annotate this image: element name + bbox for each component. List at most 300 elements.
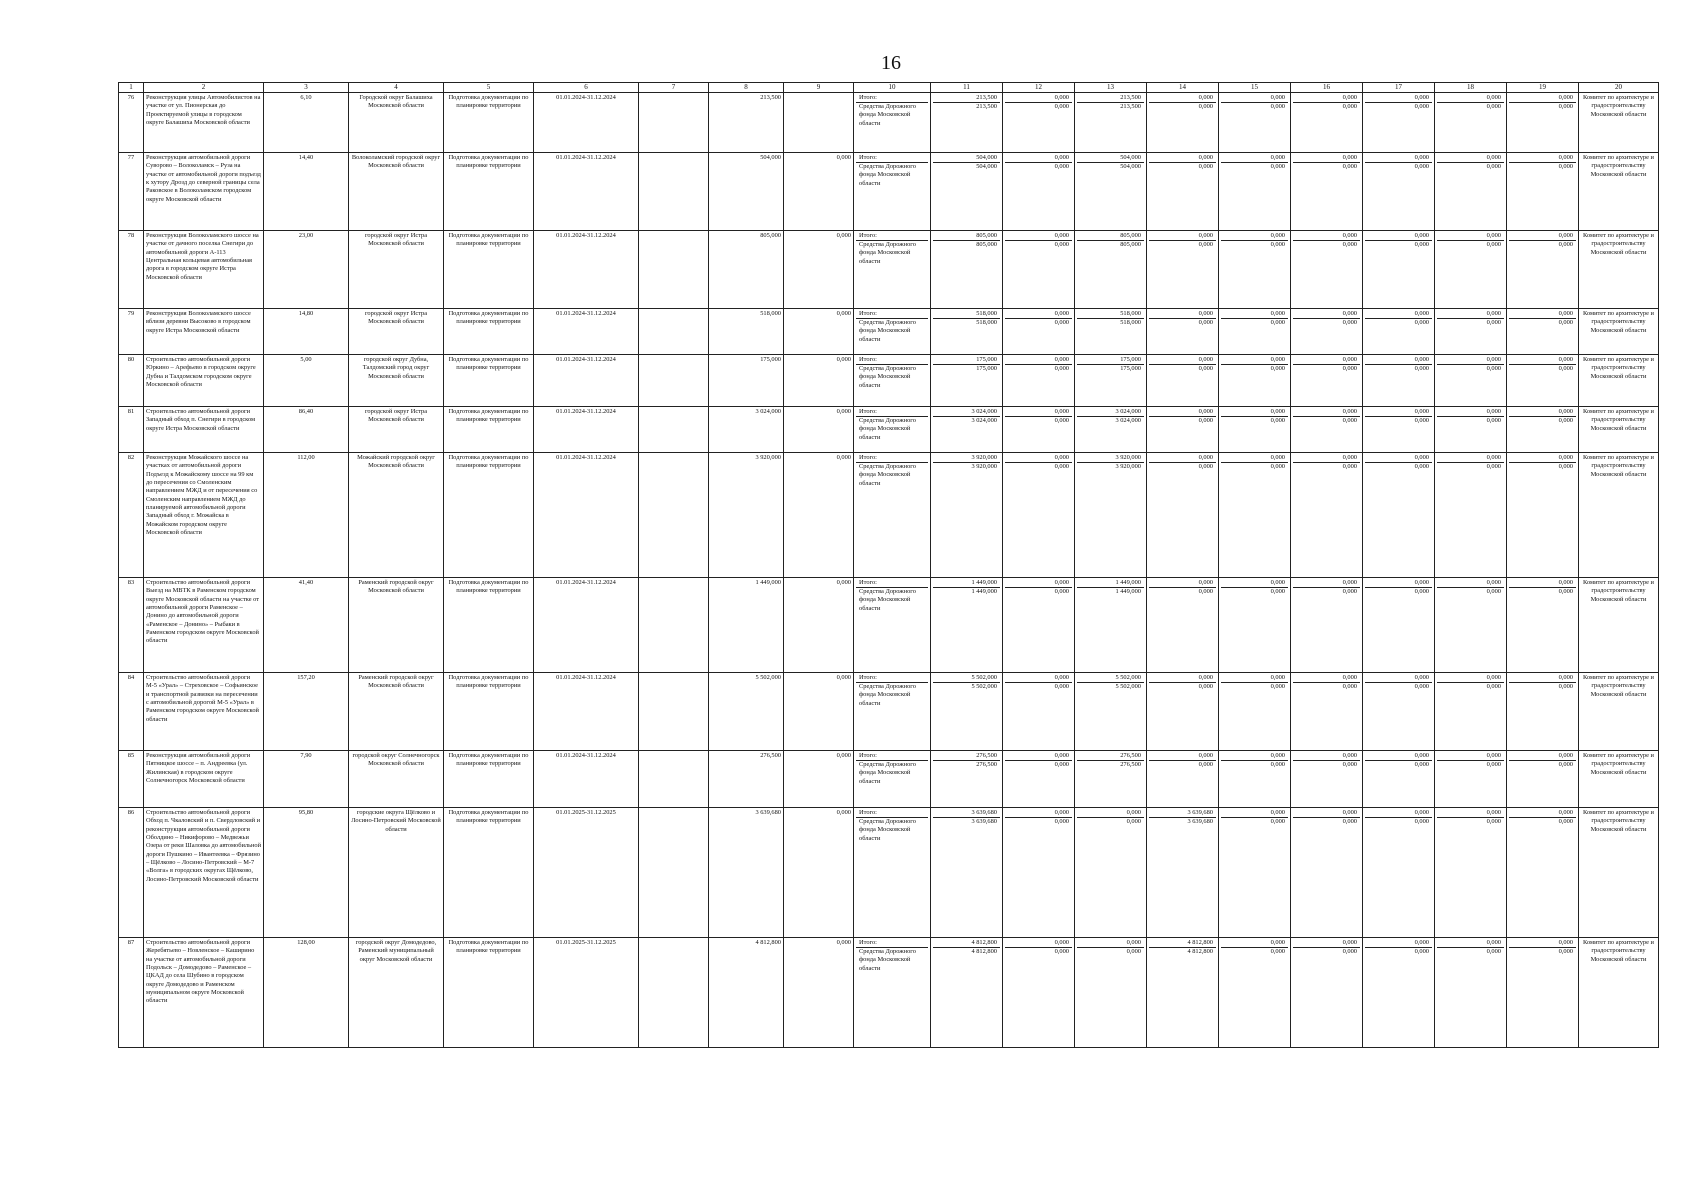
total-amount: 0,000	[1509, 579, 1576, 588]
fund-amount: 5 502,000	[1115, 683, 1141, 691]
table-row	[119, 673, 1659, 751]
fund-amount: 0,000	[1054, 319, 1069, 327]
row-number: 76	[119, 93, 144, 153]
territory-cell: Раменский городской округ Московской области	[349, 673, 444, 751]
territory-cell: городские округа Щёлково и Лосино-Петровский Московской области	[349, 808, 444, 938]
amount-cell	[931, 309, 1003, 355]
length-value: 7,90	[264, 751, 349, 808]
amount-cell	[1507, 231, 1579, 309]
total-amount: 0,000	[1365, 94, 1432, 103]
total-amount: 0,000	[1005, 408, 1072, 417]
funding-source-cell	[854, 231, 931, 309]
responsible-cell: Комитет по архитектуре и градостроительству Московской области	[1579, 578, 1659, 673]
funding-source-name: Средства Дорожного фонда Московской области	[859, 319, 916, 343]
total-amount: 3 920,000	[933, 454, 1000, 463]
fund-amount: 0,000	[1054, 683, 1069, 691]
fund-amount: 0,000	[1198, 463, 1213, 471]
responsible-cell: Комитет по архитектуре и градостроительству Московской области	[1579, 231, 1659, 309]
fund-amount: 0,000	[1558, 319, 1573, 327]
total-amount: 0,000	[1293, 94, 1360, 103]
funding-source-cell	[854, 673, 931, 751]
fund-amount: 0,000	[1342, 103, 1357, 111]
amount-cell	[1507, 673, 1579, 751]
table-row	[119, 309, 1659, 355]
column-9-value: 0,000	[784, 808, 854, 938]
amount-cell	[1507, 938, 1579, 1048]
fund-amount: 3 639,680	[1187, 818, 1213, 826]
total-amount: 0,000	[1005, 674, 1072, 683]
fund-amount: 0,000	[1198, 588, 1213, 596]
total-amount: 0,000	[1077, 809, 1144, 818]
total-amount: 518,000	[933, 310, 1000, 319]
amount-cell	[1075, 673, 1147, 751]
row-number: 79	[119, 309, 144, 355]
total-amount: 0,000	[1077, 939, 1144, 948]
amount-cell	[1291, 407, 1363, 453]
total-amount: 1 449,000	[1077, 579, 1144, 588]
fund-amount: 213,500	[976, 103, 997, 111]
fund-amount: 0,000	[1486, 948, 1501, 956]
amount-cell	[1291, 309, 1363, 355]
fund-amount: 0,000	[1270, 761, 1285, 769]
total-amount: 213,500	[1077, 94, 1144, 103]
total-amount: 504,000	[1077, 154, 1144, 163]
total-amount: 805,000	[933, 232, 1000, 241]
row-number: 85	[119, 751, 144, 808]
table-row	[119, 453, 1659, 578]
fund-amount: 0,000	[1558, 241, 1573, 249]
amount-cell	[1363, 938, 1435, 1048]
fund-amount: 3 024,000	[1115, 417, 1141, 425]
amount-cell	[1363, 231, 1435, 309]
total-amount: 0,000	[1509, 94, 1576, 103]
total-amount: 0,000	[1365, 809, 1432, 818]
amount-cell	[1435, 578, 1507, 673]
total-amount: 0,000	[1509, 408, 1576, 417]
funding-source-cell	[854, 453, 931, 578]
column-header: 11	[931, 83, 1003, 93]
total-amount: 0,000	[1293, 408, 1360, 417]
fund-amount: 0,000	[1342, 163, 1357, 171]
amount-cell	[931, 153, 1003, 231]
fund-amount: 5 502,000	[971, 683, 997, 691]
total-amount: 0,000	[1221, 454, 1288, 463]
amount-cell	[931, 673, 1003, 751]
amount-cell	[1507, 808, 1579, 938]
fund-amount: 0,000	[1198, 761, 1213, 769]
fund-amount: 276,500	[1120, 761, 1141, 769]
fund-amount: 805,000	[1120, 241, 1141, 249]
amount-cell	[1435, 938, 1507, 1048]
amount-cell	[1291, 808, 1363, 938]
fund-amount: 0,000	[1054, 241, 1069, 249]
cost-value: 213,500	[709, 93, 784, 153]
fund-amount: 0,000	[1414, 463, 1429, 471]
total-amount: 0,000	[1293, 232, 1360, 241]
amount-cell	[1075, 355, 1147, 407]
table-row	[119, 578, 1659, 673]
total-amount: 0,000	[1149, 94, 1216, 103]
total-amount: 276,500	[933, 752, 1000, 761]
total-amount: 0,000	[1509, 809, 1576, 818]
total-amount: 0,000	[1365, 674, 1432, 683]
fund-amount: 0,000	[1558, 463, 1573, 471]
column-header: 19	[1507, 83, 1579, 93]
amount-cell	[1219, 309, 1291, 355]
amount-cell	[1147, 309, 1219, 355]
object-name: Реконструкция автомобильной дороги Пятницкое шоссе – п. Андреевка (ул. Жилинская) в городском округе Солнечногорск Московской области	[144, 751, 264, 808]
table-row	[119, 407, 1659, 453]
total-amount: 0,000	[1293, 310, 1360, 319]
total-amount: 0,000	[1509, 310, 1576, 319]
column-9-value: 0,000	[784, 578, 854, 673]
funding-source-cell	[854, 93, 931, 153]
total-amount: 0,000	[1293, 154, 1360, 163]
total-amount: 0,000	[1509, 454, 1576, 463]
fund-amount: 0,000	[1270, 417, 1285, 425]
column-7-cell	[639, 808, 709, 938]
row-number: 78	[119, 231, 144, 309]
table-row	[119, 231, 1659, 309]
amount-cell	[1291, 751, 1363, 808]
total-amount: 0,000	[1509, 154, 1576, 163]
fund-amount: 175,000	[976, 365, 997, 373]
column-header: 18	[1435, 83, 1507, 93]
fund-amount: 0,000	[1342, 818, 1357, 826]
amount-cell	[1435, 309, 1507, 355]
amount-cell	[1075, 938, 1147, 1048]
column-9-value: 0,000	[784, 231, 854, 309]
stage-cell: Подготовка документации по планировке территории	[444, 453, 534, 578]
column-7-cell	[639, 309, 709, 355]
amount-cell	[1219, 153, 1291, 231]
amount-cell	[1075, 153, 1147, 231]
row-number: 82	[119, 453, 144, 578]
column-header: 8	[709, 83, 784, 93]
amount-cell	[931, 453, 1003, 578]
object-name: Реконструкция автомобильной дороги Суворово – Волоколамск – Руза на участке от автомобильной дороги подъезд к хутору Дрозд до северной границы села Раковское в Волоколамском городском округе Московской области	[144, 153, 264, 231]
total-amount: 0,000	[1365, 232, 1432, 241]
fund-amount: 0,000	[1342, 761, 1357, 769]
amount-cell	[1003, 808, 1075, 938]
total-amount: 0,000	[1005, 454, 1072, 463]
total-label: Итого:	[856, 454, 928, 463]
total-amount: 0,000	[1509, 674, 1576, 683]
column-header: 15	[1219, 83, 1291, 93]
amount-cell	[1003, 751, 1075, 808]
total-amount: 805,000	[1077, 232, 1144, 241]
amount-cell	[1219, 407, 1291, 453]
total-label: Итого:	[856, 939, 928, 948]
total-amount: 0,000	[1365, 752, 1432, 761]
total-amount: 175,000	[1077, 356, 1144, 365]
object-name: Реконструкция Волоколамского шоссе на участке от дачного поселка Снегири до автомобильной дороги А-113 Центральная кольцевая автомобильная дорога в городском округе Истра Московской области	[144, 231, 264, 309]
fund-amount: 0,000	[1486, 463, 1501, 471]
period-cell: 01.01.2025-31.12.2025	[534, 938, 639, 1048]
amount-cell	[1003, 93, 1075, 153]
total-amount: 0,000	[1221, 408, 1288, 417]
fund-amount: 3 920,000	[1115, 463, 1141, 471]
amount-cell	[1291, 355, 1363, 407]
column-header: 4	[349, 83, 444, 93]
cost-value: 504,000	[709, 153, 784, 231]
period-cell: 01.01.2024-31.12.2024	[534, 673, 639, 751]
total-amount: 1 449,000	[933, 579, 1000, 588]
fund-amount: 0,000	[1414, 365, 1429, 373]
column-7-cell	[639, 453, 709, 578]
amount-cell	[1147, 673, 1219, 751]
object-name: Реконструкция Можайского шоссе на участках от автомобильной дороги Подъезд к Можайскому шоссе на 99 км до пересечения со Смоленским направлением МЖД и от пересечения со Смоленским направлением МЖД до планируемой автомобильной дороги Западный обход г. Можайска в Можайском городском округе Московской области	[144, 453, 264, 578]
amount-cell	[1075, 578, 1147, 673]
fund-amount: 276,500	[976, 761, 997, 769]
length-value: 14,80	[264, 309, 349, 355]
amount-cell	[1147, 153, 1219, 231]
responsible-cell: Комитет по архитектуре и градостроительству Московской области	[1579, 355, 1659, 407]
fund-amount: 0,000	[1486, 163, 1501, 171]
total-amount: 0,000	[1005, 752, 1072, 761]
column-9-value: 0,000	[784, 309, 854, 355]
total-amount: 0,000	[1221, 94, 1288, 103]
total-amount: 0,000	[1149, 752, 1216, 761]
funding-source-name: Средства Дорожного фонда Московской области	[859, 818, 916, 842]
column-header: 16	[1291, 83, 1363, 93]
total-amount: 0,000	[1293, 939, 1360, 948]
period-cell: 01.01.2025-31.12.2025	[534, 808, 639, 938]
amount-cell	[1003, 355, 1075, 407]
amount-cell	[1363, 453, 1435, 578]
amount-cell	[1291, 673, 1363, 751]
total-amount: 518,000	[1077, 310, 1144, 319]
territory-cell: городской округ Истра Московской области	[349, 407, 444, 453]
row-number: 84	[119, 673, 144, 751]
total-amount: 0,000	[1365, 154, 1432, 163]
fund-amount: 0,000	[1198, 319, 1213, 327]
total-amount: 0,000	[1437, 579, 1504, 588]
fund-amount: 0,000	[1486, 761, 1501, 769]
amount-cell	[1147, 355, 1219, 407]
total-amount: 0,000	[1149, 356, 1216, 365]
fund-amount: 0,000	[1558, 588, 1573, 596]
funding-source-name: Средства Дорожного фонда Московской области	[859, 588, 916, 612]
total-amount: 4 812,800	[933, 939, 1000, 948]
amount-cell	[1363, 751, 1435, 808]
fund-amount: 504,000	[1120, 163, 1141, 171]
fund-amount: 0,000	[1414, 588, 1429, 596]
total-amount: 3 639,680	[933, 809, 1000, 818]
fund-amount: 0,000	[1054, 588, 1069, 596]
program-table	[118, 82, 1659, 1048]
amount-cell	[1075, 453, 1147, 578]
total-amount: 0,000	[1005, 310, 1072, 319]
total-amount: 3 024,000	[1077, 408, 1144, 417]
table-row	[119, 751, 1659, 808]
amount-cell	[931, 751, 1003, 808]
total-amount: 0,000	[1509, 939, 1576, 948]
amount-cell	[1507, 153, 1579, 231]
amount-cell	[1075, 309, 1147, 355]
amount-cell	[1435, 751, 1507, 808]
fund-amount: 0,000	[1054, 163, 1069, 171]
total-amount: 0,000	[1365, 579, 1432, 588]
row-number: 81	[119, 407, 144, 453]
total-amount: 0,000	[1149, 310, 1216, 319]
amount-cell	[931, 808, 1003, 938]
total-amount: 0,000	[1293, 674, 1360, 683]
amount-cell	[1003, 231, 1075, 309]
cost-value: 518,000	[709, 309, 784, 355]
total-amount: 276,500	[1077, 752, 1144, 761]
territory-cell: городской округ Дубна, Талдомский город округ Московской области	[349, 355, 444, 407]
stage-cell: Подготовка документации по планировке территории	[444, 938, 534, 1048]
total-amount: 0,000	[1509, 232, 1576, 241]
territory-cell: городской округ Солнечногорск Московской области	[349, 751, 444, 808]
fund-amount: 0,000	[1342, 319, 1357, 327]
amount-cell	[1507, 578, 1579, 673]
amount-cell	[1291, 938, 1363, 1048]
territory-cell: городской округ Истра Московской области	[349, 231, 444, 309]
amount-cell	[1147, 231, 1219, 309]
amount-cell	[1435, 231, 1507, 309]
amount-cell	[1147, 751, 1219, 808]
total-amount: 0,000	[1365, 939, 1432, 948]
period-cell: 01.01.2024-31.12.2024	[534, 751, 639, 808]
territory-cell: городской округ Истра Московской области	[349, 309, 444, 355]
column-7-cell	[639, 355, 709, 407]
amount-cell	[1003, 938, 1075, 1048]
cost-value: 1 449,000	[709, 578, 784, 673]
period-cell: 01.01.2024-31.12.2024	[534, 93, 639, 153]
total-amount: 0,000	[1221, 356, 1288, 365]
fund-amount: 805,000	[976, 241, 997, 249]
amount-cell	[1363, 578, 1435, 673]
column-header: 7	[639, 83, 709, 93]
total-amount: 0,000	[1437, 809, 1504, 818]
fund-amount: 518,000	[1120, 319, 1141, 327]
fund-amount: 0,000	[1414, 818, 1429, 826]
amount-cell	[1219, 808, 1291, 938]
amount-cell	[931, 93, 1003, 153]
responsible-cell: Комитет по архитектуре и градостроительству Московской области	[1579, 673, 1659, 751]
total-amount: 0,000	[1221, 939, 1288, 948]
fund-amount: 0,000	[1198, 365, 1213, 373]
funding-source-name: Средства Дорожного фонда Московской области	[859, 761, 916, 785]
fund-amount: 0,000	[1486, 818, 1501, 826]
object-name: Строительство автомобильной дороги Жеребятьево – Новленское – Каширино на участке от автомобильной дороги Подольск – Домодедово – Раменское – ЦКАД до села Шубино в городском округе Домодедово и Раменском муниципальном округе Московской области	[144, 938, 264, 1048]
column-7-cell	[639, 407, 709, 453]
length-value: 86,40	[264, 407, 349, 453]
column-7-cell	[639, 153, 709, 231]
fund-amount: 1 449,000	[971, 588, 997, 596]
total-label: Итого:	[856, 356, 928, 365]
amount-cell	[1435, 808, 1507, 938]
fund-amount: 0,000	[1486, 241, 1501, 249]
funding-source-name: Средства Дорожного фонда Московской области	[859, 103, 916, 127]
funding-source-name: Средства Дорожного фонда Московской области	[859, 365, 916, 389]
fund-amount: 0,000	[1054, 417, 1069, 425]
fund-amount: 3 024,000	[971, 417, 997, 425]
fund-amount: 0,000	[1558, 365, 1573, 373]
length-value: 6,10	[264, 93, 349, 153]
total-amount: 0,000	[1293, 454, 1360, 463]
fund-amount: 504,000	[976, 163, 997, 171]
amount-cell	[1219, 938, 1291, 1048]
fund-amount: 0,000	[1342, 683, 1357, 691]
amount-cell	[1363, 309, 1435, 355]
length-value: 23,00	[264, 231, 349, 309]
stage-cell: Подготовка документации по планировке территории	[444, 673, 534, 751]
object-name: Строительство автомобильной дороги Юркино – Арефьево в городском округе Дубна и Талдомском городском округе Московской области	[144, 355, 264, 407]
total-amount: 0,000	[1005, 232, 1072, 241]
amount-cell	[931, 407, 1003, 453]
stage-cell: Подготовка документации по планировке территории	[444, 808, 534, 938]
fund-amount: 0,000	[1342, 948, 1357, 956]
total-label: Итого:	[856, 674, 928, 683]
total-amount: 0,000	[1221, 154, 1288, 163]
amount-cell	[1219, 453, 1291, 578]
amount-cell	[1219, 93, 1291, 153]
amount-cell	[1435, 93, 1507, 153]
fund-amount: 0,000	[1558, 761, 1573, 769]
fund-amount: 3 639,680	[971, 818, 997, 826]
fund-amount: 0,000	[1198, 683, 1213, 691]
fund-amount: 0,000	[1270, 241, 1285, 249]
total-label: Итого:	[856, 232, 928, 241]
fund-amount: 0,000	[1414, 163, 1429, 171]
total-label: Итого:	[856, 94, 928, 103]
fund-amount: 0,000	[1054, 761, 1069, 769]
responsible-cell: Комитет по архитектуре и градостроительству Московской области	[1579, 808, 1659, 938]
table-row	[119, 808, 1659, 938]
amount-cell	[1003, 153, 1075, 231]
period-cell: 01.01.2024-31.12.2024	[534, 578, 639, 673]
total-amount: 0,000	[1293, 579, 1360, 588]
column-7-cell	[639, 578, 709, 673]
fund-amount: 0,000	[1054, 463, 1069, 471]
responsible-cell: Комитет по архитектуре и градостроительству Московской области	[1579, 153, 1659, 231]
total-amount: 0,000	[1221, 809, 1288, 818]
fund-amount: 0,000	[1270, 163, 1285, 171]
amount-cell	[1363, 407, 1435, 453]
total-label: Итого:	[856, 809, 928, 818]
length-value: 41,40	[264, 578, 349, 673]
fund-amount: 0,000	[1054, 818, 1069, 826]
fund-amount: 0,000	[1054, 365, 1069, 373]
period-cell: 01.01.2024-31.12.2024	[534, 231, 639, 309]
cost-value: 805,000	[709, 231, 784, 309]
object-name: Реконструкция улицы Автомобилистов на участке от ул. Пионерская до Проектируемой улицы в городском округе Балашиха Московской области	[144, 93, 264, 153]
funding-source-cell	[854, 751, 931, 808]
column-9-value	[784, 93, 854, 153]
total-amount: 0,000	[1437, 408, 1504, 417]
amount-cell	[1075, 93, 1147, 153]
funding-source-name: Средства Дорожного фонда Московской области	[859, 417, 916, 441]
amount-cell	[1507, 453, 1579, 578]
period-cell: 01.01.2024-31.12.2024	[534, 453, 639, 578]
length-value: 14,40	[264, 153, 349, 231]
funding-source-cell	[854, 309, 931, 355]
total-amount: 0,000	[1005, 579, 1072, 588]
total-amount: 0,000	[1149, 674, 1216, 683]
responsible-cell: Комитет по архитектуре и градостроительству Московской области	[1579, 309, 1659, 355]
total-amount: 0,000	[1437, 674, 1504, 683]
amount-cell	[1363, 808, 1435, 938]
total-amount: 0,000	[1437, 356, 1504, 365]
territory-cell: городской округ Домодедово, Раменский муниципальный округ Московской области	[349, 938, 444, 1048]
funding-source-name: Средства Дорожного фонда Московской области	[859, 683, 916, 707]
fund-amount: 0,000	[1486, 319, 1501, 327]
table-body	[119, 93, 1659, 1048]
column-number-row	[119, 83, 1659, 93]
